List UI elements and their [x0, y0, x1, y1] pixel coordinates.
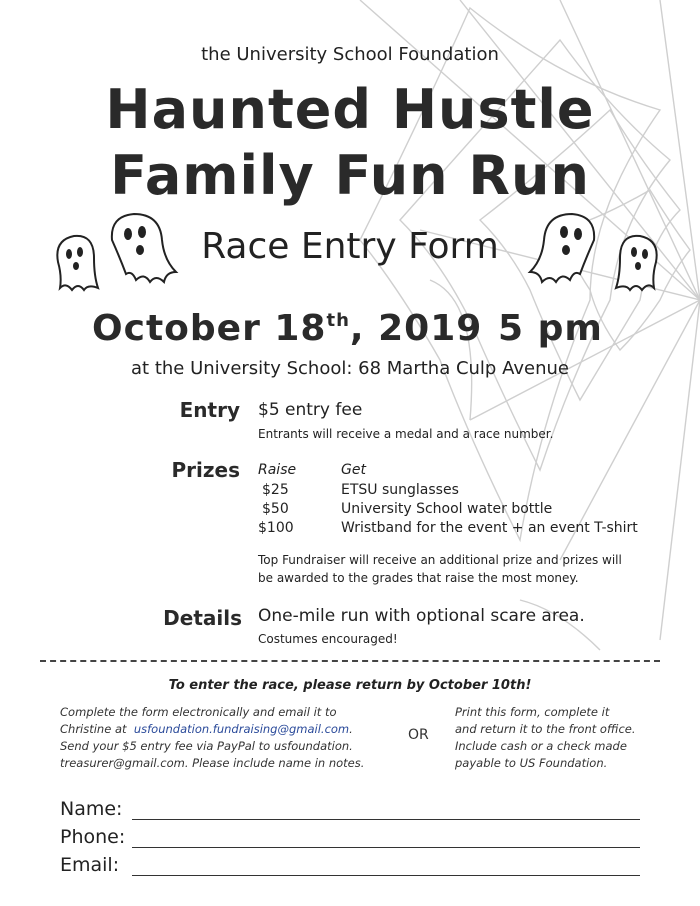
- instr-left-line2: [60, 721, 392, 738]
- form-subtitle: Race Entry Form: [201, 226, 499, 267]
- phone-label: Phone:: [60, 826, 126, 848]
- prize-raise: $50: [262, 501, 289, 517]
- entry-label: Entry: [179, 398, 240, 422]
- email-label: Email:: [60, 854, 120, 876]
- prizes-note-line1: Top Fundraiser will receive an additional prize and prizes will: [258, 553, 622, 567]
- prize-raise: $100: [258, 520, 294, 536]
- details-label: Details: [163, 606, 242, 630]
- date-suffix: th: [326, 310, 350, 331]
- prize-raise: $25: [262, 482, 289, 498]
- return-deadline: To enter the race, please return by October 10th!: [168, 678, 532, 693]
- entry-fee: $5 entry fee: [258, 400, 363, 420]
- prizes-col-get: Get: [341, 462, 366, 478]
- instr-left-prefix: Christine at: [60, 722, 127, 736]
- prize-get: Wristband for the event + an event T-shirt: [341, 520, 638, 536]
- event-title-line2: Family Fun Run: [110, 144, 590, 207]
- instr-left-line4: treasurer@gmail.com. Please include name in notes.: [60, 756, 365, 770]
- electronic-instructions: [60, 704, 392, 772]
- instr-left-line1: Complete the form electronically and email it to: [60, 705, 337, 719]
- prizes-note-line2: be awarded to the grades that raise the most money.: [258, 571, 579, 585]
- date-year: , 2019: [349, 308, 483, 349]
- instr-left-line3: Send your $5 entry fee via PayPal to usfoundation.: [60, 739, 353, 753]
- prize-get: ETSU sunglasses: [341, 482, 459, 498]
- or-separator: OR: [408, 727, 429, 743]
- prizes-label: Prizes: [171, 458, 240, 482]
- print-instructions: [455, 704, 641, 772]
- phone-field-line[interactable]: [132, 847, 640, 848]
- instr-right-line2: and return it to the front office.: [455, 722, 636, 736]
- event-address: at the University School: 68 Martha Culp Avenue: [131, 358, 569, 379]
- email-field-line[interactable]: [132, 875, 640, 876]
- foundation-email-link[interactable]: usfoundation.fundraising@gmail.com: [133, 722, 350, 736]
- entry-note: Entrants will receive a medal and a race number.: [258, 427, 554, 441]
- event-title-line1: Haunted Hustle: [105, 78, 595, 141]
- instr-right-line4: payable to US Foundation.: [455, 756, 608, 770]
- foundation-name: the University School Foundation: [201, 44, 499, 65]
- prize-get: University School water bottle: [341, 501, 553, 517]
- details-note: Costumes encouraged!: [258, 632, 398, 646]
- prizes-col-raise: Raise: [258, 462, 297, 478]
- details-main: One-mile run with optional scare area.: [258, 606, 585, 626]
- name-label: Name:: [60, 798, 123, 820]
- event-date: [92, 308, 482, 349]
- date-main: October 18: [92, 308, 327, 349]
- instr-right-line3: Include cash or a check made: [455, 739, 627, 753]
- event-time: 5 pm: [498, 308, 603, 349]
- instr-left-suffix: .: [349, 722, 353, 736]
- name-field-line[interactable]: [132, 819, 640, 820]
- cut-line-divider: [40, 660, 660, 662]
- instr-right-line1: Print this form, complete it: [455, 705, 610, 719]
